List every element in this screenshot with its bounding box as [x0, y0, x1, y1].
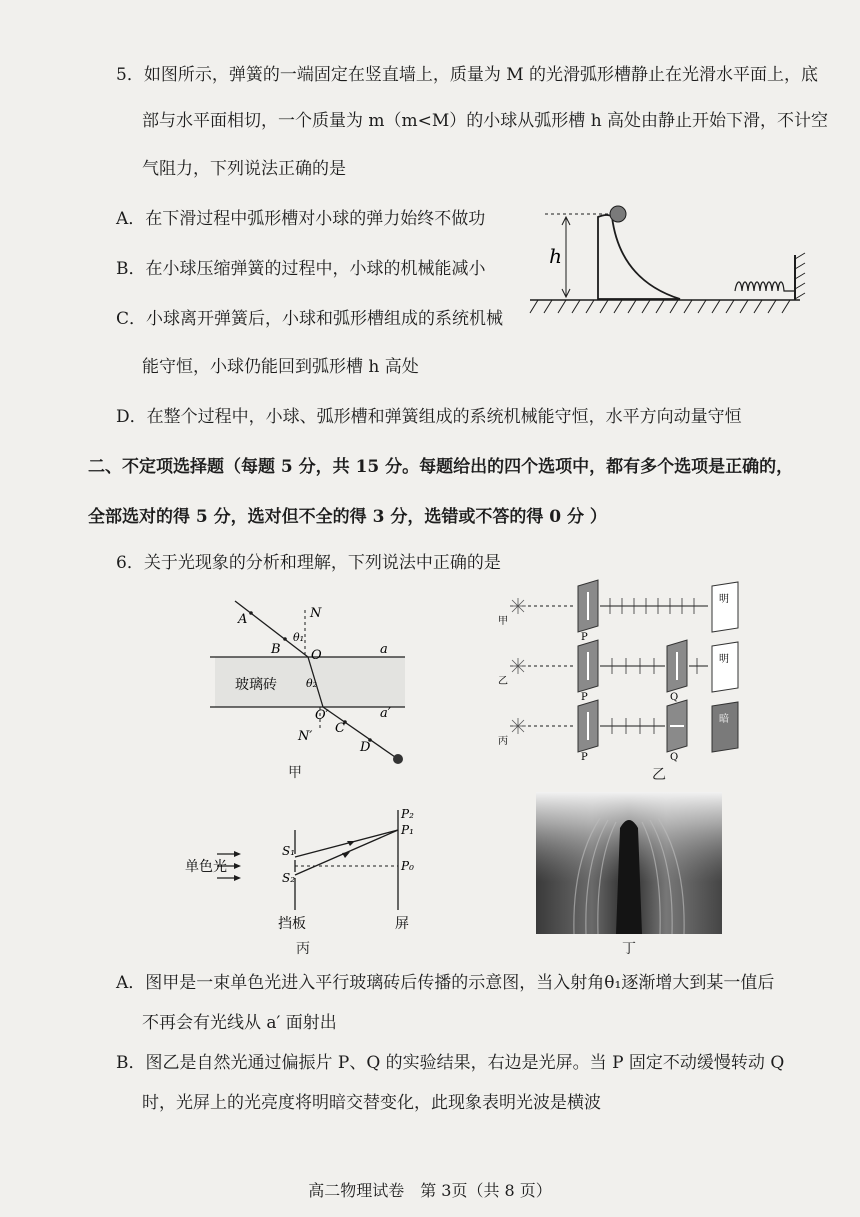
fig-jia-point-o: O [311, 648, 322, 663]
fig-jia-point-o-prime: O′ [315, 708, 329, 723]
fig-bing-light-label: 单色光 [185, 859, 227, 875]
q5-option-b: B．在小球压缩弹簧的过程中，小球的机械能减小 [116, 259, 486, 279]
q5-option-c-line1: C．小球离开弹簧后，小球和弧形槽组成的系统机械 [116, 309, 504, 329]
fig-yi-caption: 乙 [652, 767, 666, 783]
fig-bing-caption: 丙 [296, 941, 310, 957]
fig-ding-interference-photo [536, 792, 722, 934]
section2-header-line2: 全部选对的得 5 分，选对但不全的得 3 分，选错或不答的得 0 分 ） [88, 507, 607, 527]
q6-option-b-line1: B．图乙是自然光通过偏振片 P、Q 的实验结果，右边是光屏。当 P 固定不动缓慢转动 Q [116, 1053, 785, 1073]
fig-jia-normal-n-prime: N′ [298, 729, 313, 744]
fig-bing-p2: P₂ [401, 807, 414, 821]
fig-yi-p-label-2: P [581, 692, 588, 703]
section2-header-line1: 二、不定项选择题（每题 5 分，共 15 分。每题给出的四个选项中，都有多个选项是正确的， [88, 457, 794, 477]
q5-h-label: h [549, 244, 562, 268]
q6-option-a-line2: 不再会有光线从 a′ 面射出 [142, 1013, 337, 1033]
fig-jia-face-a-prime: a′ [380, 706, 391, 721]
fig-jia-caption: 甲 [288, 765, 302, 781]
fig-jia-theta1: θ₁ [293, 631, 305, 644]
q5-stem-line1: 5．如图所示，弹簧的一端固定在竖直墙上，质量为 M 的光滑弧形槽静止在光滑水平面上，底 [116, 65, 819, 85]
fig-yi-q-label-1: Q [670, 692, 679, 703]
fig-jia-normal-n: N [310, 606, 322, 621]
fig-ding-caption: 丁 [622, 941, 636, 957]
fig-jia-face-a: a [380, 642, 388, 657]
fig-bing-double-slit [185, 800, 445, 960]
fig-yi-q-label-2: Q [670, 752, 679, 763]
q5-option-c-line2: 能守恒，小球仍能回到弧形槽 h 高处 [142, 357, 419, 377]
fig-jia-glass-refraction [205, 595, 425, 780]
fig-bing-baffle-label: 挡板 [278, 916, 306, 932]
q5-stem-line2: 部与水平面相切，一个质量为 m（m<M）的小球从弧形槽 h 高处由静止开始下滑，不计空 [142, 111, 829, 131]
fig-yi-polarizers [490, 578, 750, 768]
q5-figure-slot-spring [530, 195, 820, 325]
q6-stem: 6．关于光现象的分析和理解，下列说法中正确的是 [116, 553, 501, 573]
fig-yi-screen-3: 暗 [719, 714, 729, 725]
fig-jia-point-d: D [360, 740, 371, 755]
fig-yi-p-label-1: P [581, 632, 588, 643]
fig-yi-row1-tag: 甲 [498, 616, 508, 627]
q5-option-d: D．在整个过程中，小球、弧形槽和弹簧组成的系统机械能守恒，水平方向动量守恒 [116, 407, 742, 427]
q6-option-a-line1: A．图甲是一束单色光进入平行玻璃砖后传播的示意图，当入射角θ₁逐渐增大到某一值后 [116, 973, 775, 993]
fig-jia-point-c: C [335, 721, 345, 736]
fig-jia-glass-label: 玻璃砖 [235, 677, 277, 693]
fig-bing-s2: S₂ [282, 871, 296, 885]
fig-yi-row3-tag: 丙 [498, 736, 508, 747]
q5-stem-line3: 气阻力，下列说法正确的是 [142, 159, 346, 179]
fig-yi-p-label-3: P [581, 752, 588, 763]
fig-yi-row2-tag: 乙 [498, 676, 508, 687]
fig-jia-point-a: A [238, 612, 248, 627]
fig-yi-screen-2: 明 [719, 654, 729, 665]
q6-option-b-line2: 时，光屏上的光亮度将明暗交替变化，此现象表明光波是横波 [142, 1093, 601, 1113]
fig-jia-theta2: θ₂ [306, 677, 318, 690]
fig-bing-p1: P₁ [401, 823, 414, 837]
page-footer: 高二物理试卷 第 3页（共 8 页） [308, 1181, 552, 1200]
fig-bing-p0: P₀ [401, 859, 414, 873]
q5-option-a: A．在下滑过程中弧形槽对小球的弹力始终不做功 [116, 209, 486, 229]
fig-bing-s1: S₁ [282, 844, 296, 858]
fig-jia-point-b: B [271, 642, 281, 657]
fig-yi-screen-1: 明 [719, 594, 729, 605]
fig-bing-screen-label: 屏 [395, 916, 409, 932]
